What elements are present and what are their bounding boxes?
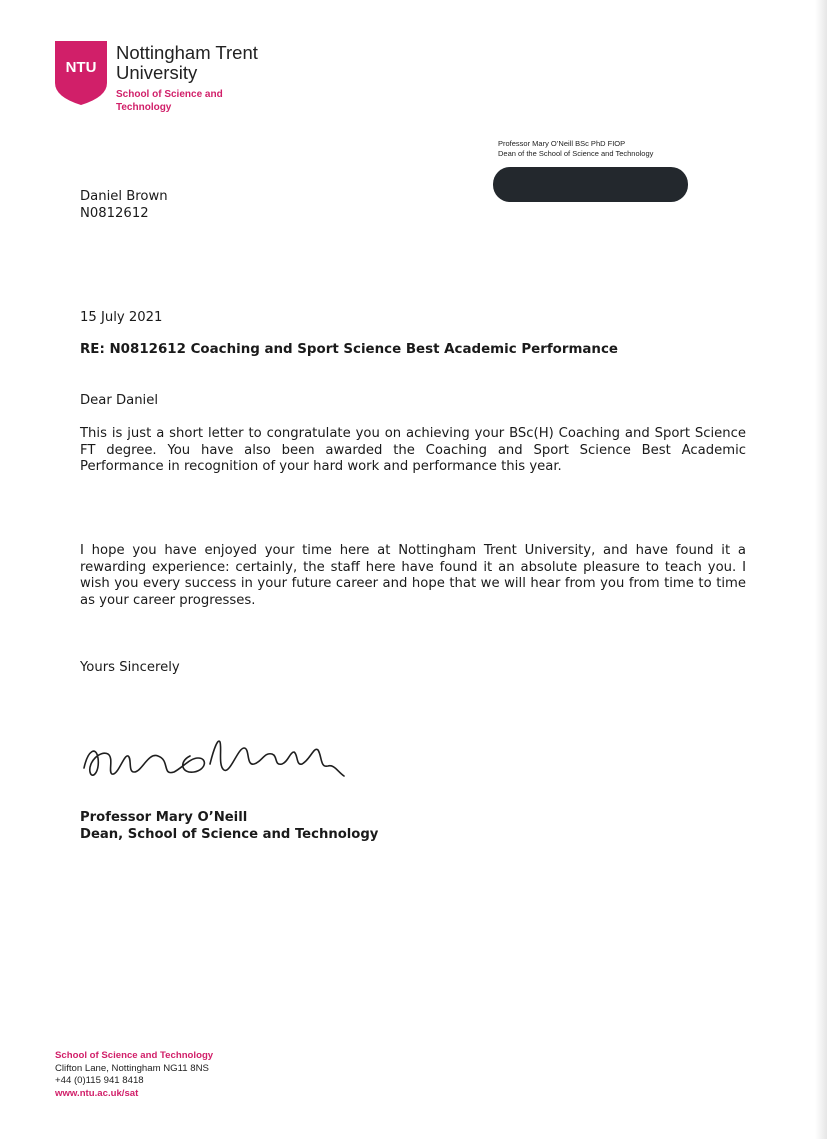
university-name	[116, 43, 296, 83]
recipient-id: N0812612	[80, 205, 149, 221]
signatory-name: Professor Mary O’Neill	[80, 810, 248, 825]
redaction-bar	[493, 167, 688, 202]
body-paragraph-1: This is just a short letter to congratulate you on achieving your BSc(H) Coaching and Sport Science FT degree. You have also been awarded the Coaching and Sport Science Best Academic Performance in recognition of your hard work and performance this year.	[80, 426, 746, 474]
letter-date: 15 July 2021	[80, 310, 163, 325]
dean-header-title: Dean of the School of Science and Technology	[498, 149, 654, 158]
logo-badge-text: NTU	[65, 59, 97, 76]
body-paragraph-2: I hope you have enjoyed your time here at Nottingham Trent University, and have found it a rewarding experience: certainly, the staff here have found it an absolute pleasure to teach you. I wish you every success in your future career and hope that we will hear from you from time to time as your career progresses.	[80, 543, 746, 608]
recipient-block	[80, 189, 168, 222]
footer-address: Clifton Lane, Nottingham NG11 8NS	[55, 1062, 209, 1074]
letter-subject: RE: N0812612 Coaching and Sport Science Best Academic Performance	[80, 342, 618, 357]
footer-phone: +44 (0)115 941 8418	[55, 1075, 144, 1086]
footer-school: School of Science and Technology	[55, 1050, 214, 1061]
closing: Yours Sincerely	[80, 660, 180, 675]
signature-image	[78, 728, 353, 788]
dean-header-name: Professor Mary O’Neill BSc PhD FIOP	[498, 139, 626, 148]
university-name-line1: Nottingham Trent	[116, 42, 258, 63]
recipient-name: Daniel Brown	[80, 189, 168, 204]
dean-header	[498, 139, 653, 159]
signatory-title: Dean, School of Science and Technology	[80, 826, 379, 842]
school-name	[116, 89, 246, 114]
university-name-line2: University	[116, 62, 198, 83]
signatory-block	[80, 810, 378, 843]
footer-website: www.ntu.ac.uk/sat	[55, 1087, 139, 1099]
page-edge-shadow	[815, 0, 827, 1139]
ntu-logo	[55, 41, 295, 121]
salutation: Dear Daniel	[80, 393, 158, 408]
footer-contact	[55, 1050, 213, 1100]
school-name-line2: Technology	[116, 101, 172, 113]
ntu-shield-icon	[55, 41, 107, 105]
school-name-line1: School of Science and	[116, 89, 223, 100]
